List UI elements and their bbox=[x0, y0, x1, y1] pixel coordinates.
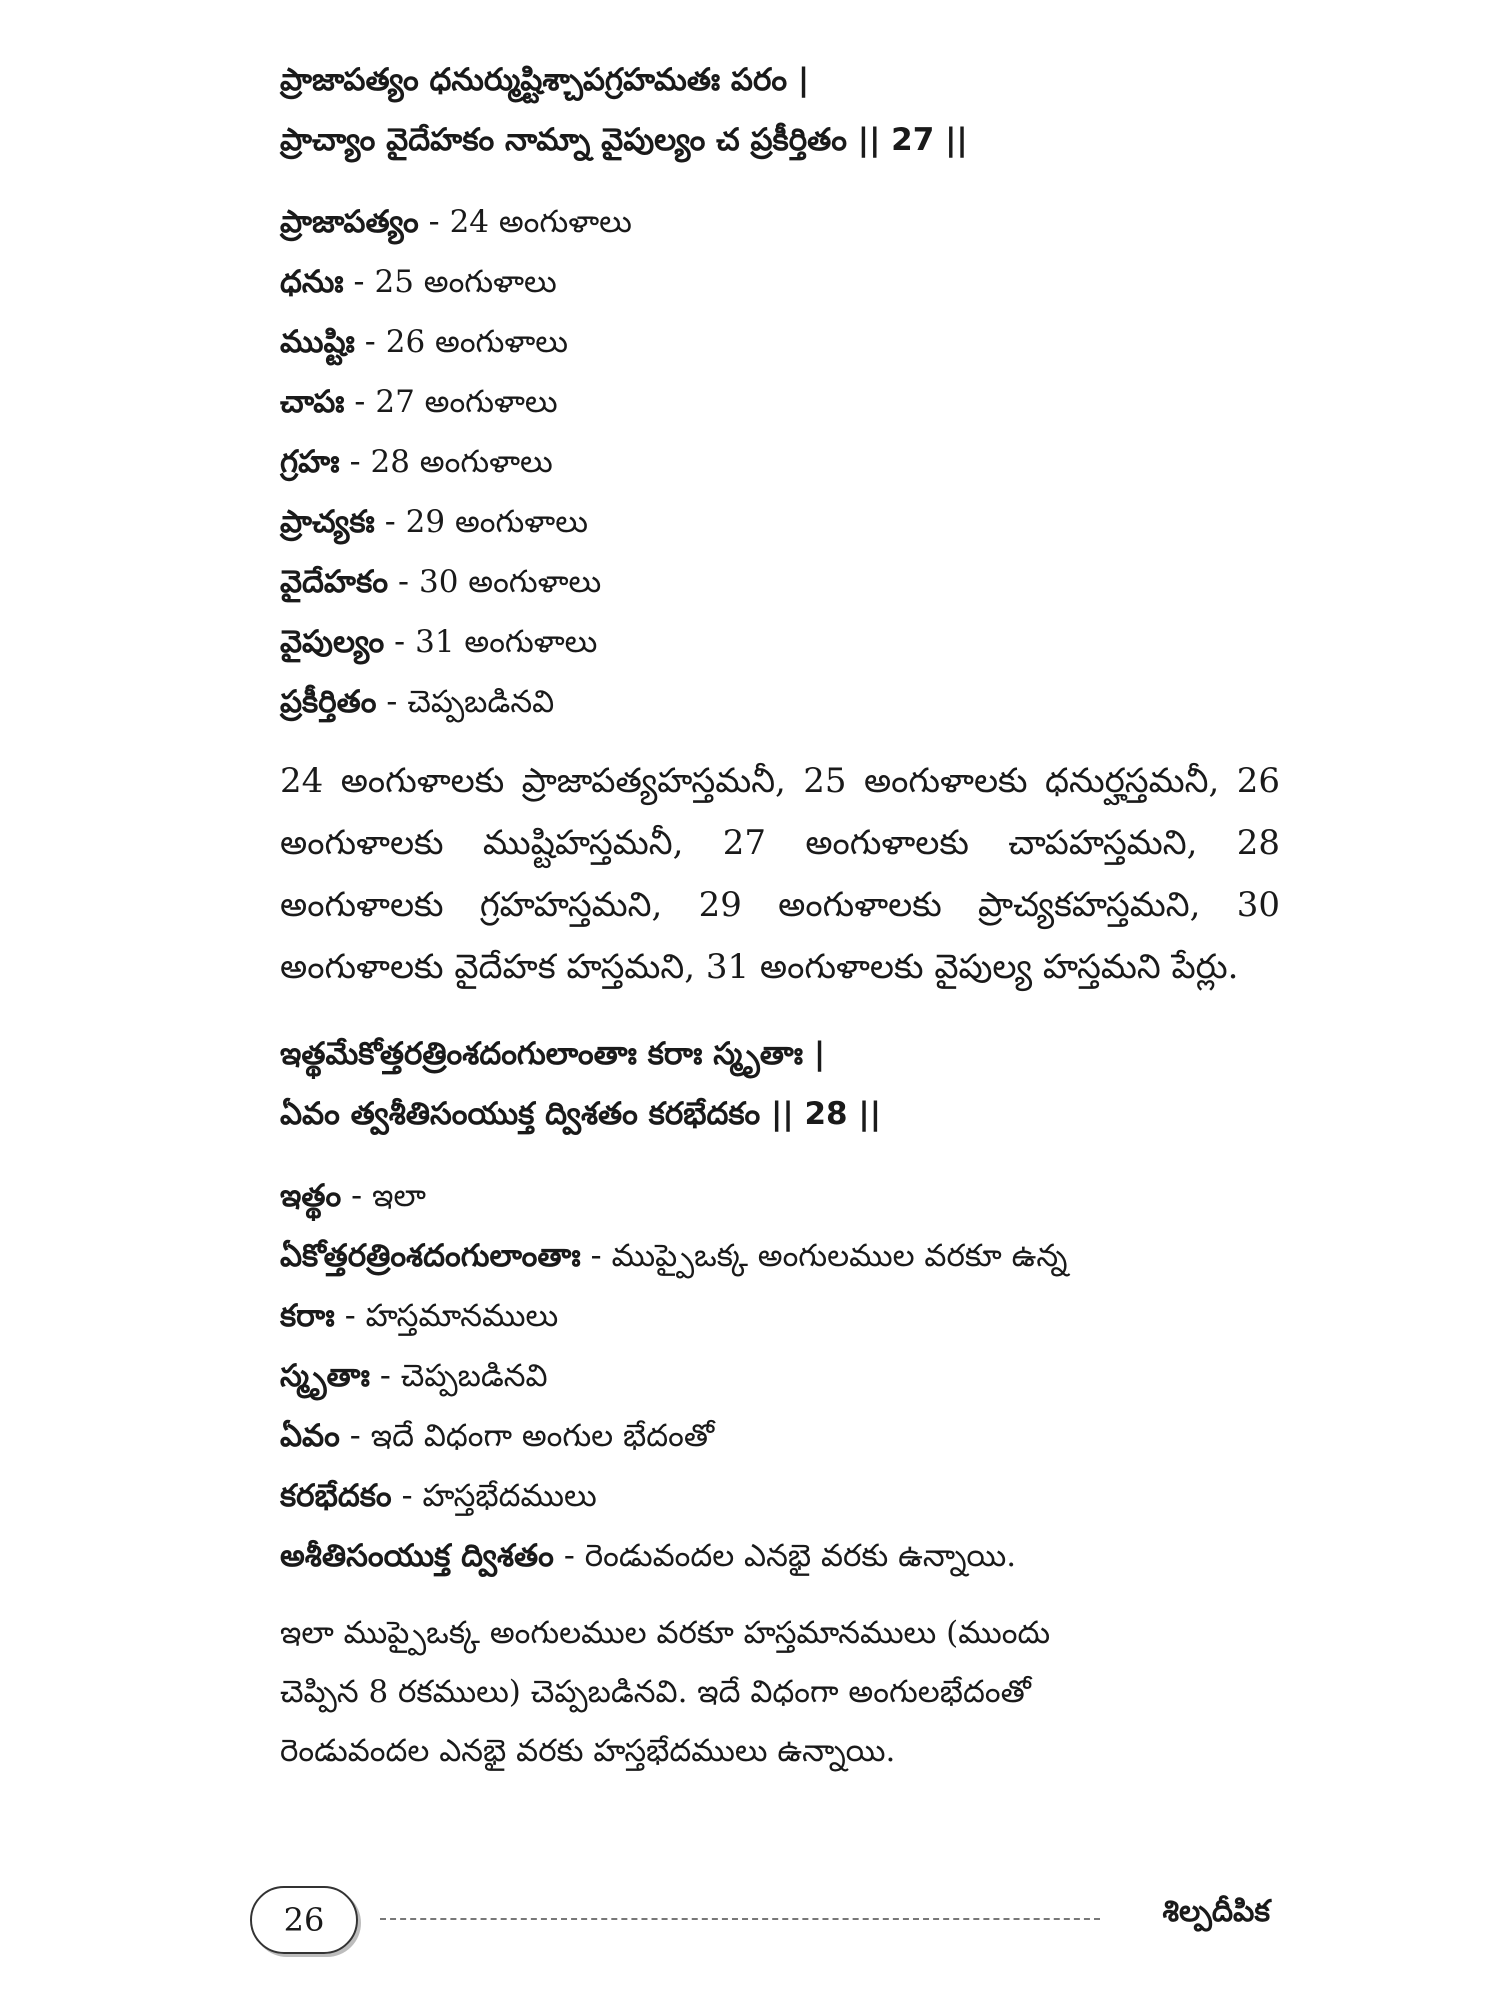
glossary-meaning: ఇదే విధంగా అంగుల భేదంతో bbox=[370, 1418, 715, 1454]
verse-28 bbox=[280, 1024, 1280, 1144]
glossary-meaning: రెండువందల ఎనభై వరకు ఉన్నాయి. bbox=[584, 1538, 1017, 1574]
glossary-term: వైపుల్యం bbox=[280, 624, 385, 660]
glossary-meaning: ముప్పైఒక్క అంగులముల వరకూ ఉన్న bbox=[611, 1238, 1068, 1274]
explanation-28-line-3: రెండువందల ఎనభై వరకు హస్తభేదములు ఉన్నాయి. bbox=[280, 1733, 896, 1769]
glossary-entry bbox=[280, 1166, 1280, 1226]
glossary-verse-28 bbox=[280, 1166, 1280, 1586]
footer-divider bbox=[380, 1918, 1100, 1920]
glossary-entry bbox=[280, 312, 1280, 372]
glossary-term: అశీతిసంయుక్త ద్విశతం bbox=[280, 1538, 554, 1574]
explanation-28-line-2: చెప్పిన 8 రకములు) చెప్పబడినవి. ఇదే విధంగా అంగులభేదంతో bbox=[280, 1674, 1031, 1710]
verse-27 bbox=[280, 50, 1280, 170]
glossary-entry bbox=[280, 1346, 1280, 1406]
glossary-term: వైదేహకం bbox=[280, 564, 389, 600]
glossary-separator: - bbox=[388, 564, 419, 600]
glossary-term: ధనుః bbox=[280, 264, 344, 300]
glossary-term: చాపః bbox=[280, 384, 345, 420]
glossary-meaning: 31 అంగుళాలు bbox=[415, 624, 598, 660]
explanation-verse-28 bbox=[280, 1604, 1280, 1781]
glossary-separator: - bbox=[334, 1298, 366, 1334]
explanation-verse-27: 24 అంగుళాలకు ప్రాజాపత్యహస్తమనీ, 25 అంగుళాలకు ధనుర్హస్తమనీ, 26 అంగుళాలకు ముష్టిహస్తమనీ, 27 అంగుళాలకు చాపహస్తమని, 28 అంగుళాలకు గ్రహహస్తమని, 29 అంగుళాలకు ప్రాచ్యకహస్తమని, 30 అంగుళాలకు వైదేహక హస్తమని, 31 అంగుళాలకు వైపుల్య హస్తమని పేర్లు. bbox=[280, 761, 1280, 987]
glossary-meaning: 28 అంగుళాలు bbox=[370, 444, 553, 480]
glossary-term: ఏకోత్తరత్రింశదంగులాంతాః bbox=[280, 1238, 581, 1274]
glossary-term: గ్రహః bbox=[280, 444, 340, 480]
glossary-separator: - bbox=[580, 1238, 612, 1274]
glossary-separator: - bbox=[341, 1178, 373, 1214]
glossary-term: ప్రాచ్యకః bbox=[280, 504, 375, 540]
glossary-term: కరాః bbox=[280, 1298, 335, 1334]
glossary-entry bbox=[280, 432, 1280, 492]
glossary-entry bbox=[280, 252, 1280, 312]
glossary-meaning: 29 అంగుళాలు bbox=[405, 504, 588, 540]
page-footer bbox=[250, 1880, 1270, 1960]
glossary-term: ప్రకీర్తితం bbox=[280, 684, 377, 720]
glossary-meaning: 26 అంగుళాలు bbox=[385, 324, 568, 360]
glossary-separator: - bbox=[553, 1538, 585, 1574]
glossary-meaning: హస్తమానములు bbox=[365, 1298, 559, 1334]
glossary-verse-27 bbox=[280, 192, 1280, 732]
glossary-term: ముష్టిః bbox=[280, 324, 355, 360]
glossary-entry bbox=[280, 1466, 1280, 1526]
glossary-meaning: చెప్పబడినవి bbox=[407, 684, 555, 720]
glossary-entry bbox=[280, 1226, 1280, 1286]
glossary-separator: - bbox=[374, 504, 406, 540]
glossary-meaning: ఇలా bbox=[372, 1178, 426, 1214]
explanation-28-line-1: ఇలా ముప్పైఒక్క అంగులముల వరకూ హస్తమానములు (ముందు bbox=[280, 1615, 1051, 1651]
glossary-separator: - bbox=[343, 264, 375, 300]
glossary-entry bbox=[280, 372, 1280, 432]
glossary-entry bbox=[280, 1526, 1280, 1586]
book-title: శిల్పదీపిక bbox=[1162, 1894, 1270, 1929]
glossary-separator: - bbox=[384, 624, 416, 660]
page-content bbox=[280, 50, 1280, 1781]
glossary-separator: - bbox=[339, 1418, 371, 1454]
glossary-term: స్మృతాః bbox=[280, 1358, 370, 1394]
glossary-entry bbox=[280, 492, 1280, 552]
glossary-separator: - bbox=[344, 384, 376, 420]
glossary-meaning: 25 అంగుళాలు bbox=[374, 264, 557, 300]
glossary-entry bbox=[280, 552, 1280, 612]
verse-27-line-2: ప్రాచ్యాం వైదేహకం నామ్నా వైపుల్యం చ ప్రకీర్తితం || 27 || bbox=[280, 122, 968, 158]
glossary-term: ఏవం bbox=[280, 1418, 340, 1454]
glossary-term: ఇత్థం bbox=[280, 1178, 342, 1214]
glossary-separator: - bbox=[369, 1358, 401, 1394]
glossary-entry bbox=[280, 192, 1280, 252]
glossary-separator: - bbox=[354, 324, 386, 360]
glossary-entry bbox=[280, 1286, 1280, 1346]
glossary-entry bbox=[280, 612, 1280, 672]
verse-28-line-2: ఏవం త్వశీతిసంయుక్త ద్విశతం కరభేదకం || 28 || bbox=[280, 1096, 882, 1132]
glossary-entry bbox=[280, 672, 1280, 732]
glossary-separator: - bbox=[339, 444, 371, 480]
page-number: 26 bbox=[250, 1886, 358, 1954]
glossary-term: కరభేదకం bbox=[280, 1478, 392, 1514]
glossary-meaning: 30 అంగుళాలు bbox=[418, 564, 602, 600]
glossary-entry bbox=[280, 1406, 1280, 1466]
glossary-separator: - bbox=[391, 1478, 423, 1514]
glossary-meaning: చెప్పబడినవి bbox=[400, 1358, 548, 1394]
glossary-separator: - bbox=[418, 204, 450, 240]
glossary-meaning: 27 అంగుళాలు bbox=[375, 384, 558, 420]
glossary-meaning: హస్తభేదములు bbox=[422, 1478, 597, 1514]
glossary-term: ప్రాజాపత్యం bbox=[280, 204, 419, 240]
verse-27-line-1: ప్రాజాపత్యం ధనుర్ముష్టిశ్చాపగ్రహమతః పరం | bbox=[280, 62, 810, 98]
glossary-separator: - bbox=[376, 684, 408, 720]
glossary-meaning: 24 అంగుళాలు bbox=[449, 204, 632, 240]
verse-28-line-1: ఇత్థమేకోత్తరత్రింశదంగులాంతాః కరాః స్మృతాః | bbox=[280, 1036, 826, 1072]
